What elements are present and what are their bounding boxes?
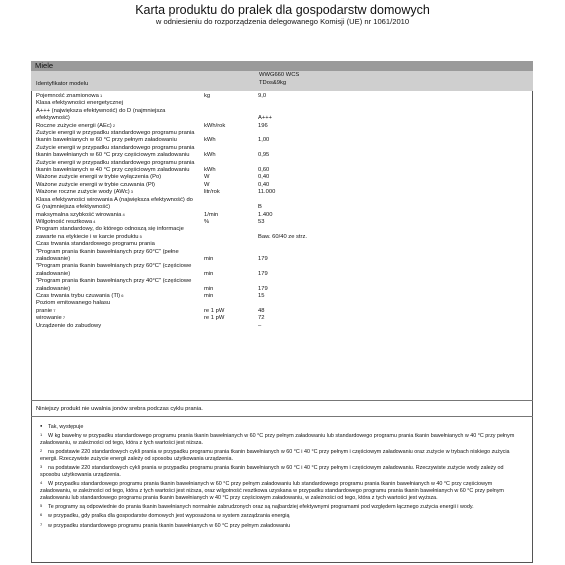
spec-value: 1,00: [258, 137, 270, 144]
spec-unit: %: [204, 218, 210, 225]
identifier-bar: [31, 71, 533, 91]
footnote-ref: 3: [129, 189, 133, 195]
spec-label: Ważone zużycie energii w trybie wyłączenia (Po): [36, 174, 162, 181]
spec-row: [36, 263, 316, 278]
footnotes: [40, 424, 522, 532]
footnote-ref: 4: [121, 211, 125, 217]
spec-row: [36, 300, 316, 307]
spec-label: Zużycie energii w przypadku standardowego programu prania tkanin bawełnianych w 60 °C przy częściowym załadowaniu: [36, 144, 195, 159]
spec-value: 196: [258, 122, 268, 129]
spec-value: 179: [258, 285, 268, 292]
spec-row: [36, 174, 316, 181]
spec-unit: min: [204, 292, 214, 299]
spec-unit: kWh: [204, 167, 216, 174]
spec-label: Urządzenie do zabudowy: [36, 322, 102, 329]
spec-value: 11.000: [258, 189, 276, 196]
spec-row: [36, 108, 316, 123]
footnote: [40, 465, 522, 478]
spec-unit: re 1 pW: [204, 315, 225, 322]
identifier-label: Identyfikator modelu: [36, 81, 89, 87]
spec-row: [36, 241, 316, 248]
spec-row: [36, 160, 316, 175]
spec-unit: kWh/rok: [204, 122, 226, 129]
spec-label: Zużycie energii w przypadku standardowego programu prania tkanin bawełnianych w 40 °C przy częściowym załadowaniu: [36, 159, 195, 174]
spec-value: 0,40: [258, 181, 270, 188]
divider: [31, 400, 533, 401]
footnote-ref: 2: [111, 122, 116, 128]
spec-value: A+++: [258, 115, 273, 122]
spec-label: pranie $^7$: [36, 307, 56, 314]
spec-value: 179: [258, 255, 268, 262]
footnote: [40, 504, 522, 511]
footnote-text: W przypadku standardowego programu prania tkanin bawełnianych w 60 °C przy pełnym załadowaniu lub standardowego programu prania tkanin bawełnianych w 40 °C przy częściowym załadowaniu, w zależności od tego, która z tych wartości jest niższa, oraz wilgotność resztkowa uzyskana w przypadku standardowego programu prania tkanin bawełnianych w 60 °C przy pełnym załadowaniu lub standardowego programu prania tkanin bawełnianych w 40 °C przy częściowym załadowaniu, w zależności od tego, która z tych wartości jest wyższa.: [40, 481, 504, 501]
spec-table: [36, 93, 316, 330]
spec-value: 0,60: [258, 167, 270, 174]
spec-unit: kWh: [204, 137, 216, 144]
spec-row: [36, 182, 316, 189]
spec-row: [36, 197, 316, 212]
spec-label: Ważone roczne zużycie wody (AWc) $^3$: [36, 189, 133, 196]
spec-row: [36, 100, 316, 107]
footnote-text: w przypadku standardowego programu prania tkanin bawełnianych w 60 °C przy pełnym załadowaniu: [48, 522, 291, 529]
spec-label: Klasa efektywności wirowania A (największa efektywność) do G (najmniejsza efektywność): [36, 196, 193, 211]
footnote-ref: 7: [52, 307, 56, 313]
model-line-1: WWG660 WCS: [259, 72, 300, 78]
footnote-ref: 1: [98, 93, 103, 98]
spec-label: Poziom emitowanego hałasu: [36, 300, 111, 307]
spec-value: 15: [258, 292, 265, 299]
footnote-text: W kg bawełny w przypadku standardowego programu prania tkanin bawełnianych w 60 °C przy pełnym załadowaniu lub standardowego programu prania tkanin bawełnianych w 40 °C przy pełnym załadowaniu, w zależności od tego, która z tych wartości jest niższa.: [40, 433, 515, 446]
spec-value: 0,40: [258, 174, 270, 181]
spec-unit: min: [204, 255, 214, 262]
spec-label: Klasa efektywności energetycznej: [36, 100, 123, 107]
spec-value: Baw. 60/40 ze strz.: [258, 233, 307, 240]
model-identifier: [259, 72, 299, 87]
footnote: [40, 523, 522, 530]
footnote-text: na podstawie 220 standardowych cykli prania w przypadku programu prania tkanin bawełnianych w 60 °C i 40 °C przy pełnym i częściowym załadowaniu oraz zużycie w trybach niskiego zużycia energii. Rzeczywiste zużycie energii zależy od sposobu użytkowania urządzenia.: [40, 449, 510, 462]
spec-unit: min: [204, 285, 214, 292]
page-title: Karta produktu do pralek dla gospodarstw domowych: [135, 3, 430, 17]
silver-ion-note: Niniejszy produkt nie uwalnia jonów srebra podczas cyklu prania.: [36, 406, 203, 412]
footnote-ref: 6: [120, 292, 124, 298]
spec-row: [36, 293, 316, 300]
spec-unit: kg: [204, 93, 211, 99]
spec-row: [36, 323, 316, 330]
footnote-mark: ●: [40, 423, 43, 428]
model-line-2: TDos&9kg: [259, 79, 287, 86]
spec-row: [36, 308, 316, 315]
footnote-text: Te programy są odpowiednie do prania tkanin bawełnianych normalnie zabrudzonych oraz są najbardziej efektywnymi programami pod względem łącznego zużycia energii i wody.: [48, 504, 474, 510]
spec-value: B: [258, 204, 262, 211]
spec-unit: min: [204, 270, 214, 277]
spec-unit: litr/rok: [204, 189, 220, 196]
spec-value: –: [258, 322, 262, 329]
spec-row: [36, 189, 316, 196]
spec-value: 53: [258, 218, 265, 225]
spec-value: 0,95: [258, 152, 270, 159]
spec-unit: 1/min: [204, 211, 219, 218]
spec-label: Zużycie energii w przypadku standardowego programu prania tkanin bawełnianych w 60 °C przy pełnym załadowaniu: [36, 130, 195, 144]
spec-value: 9,0: [258, 93, 267, 99]
spec-label: Wilgotność resztkowa $^4$: [36, 218, 96, 225]
spec-row: [36, 93, 316, 100]
spec-row: [36, 212, 316, 219]
brand-bar: Miele: [31, 61, 533, 71]
footnote-mark: 6: [40, 512, 43, 518]
spec-row: [36, 123, 316, 130]
spec-label: "Program prania tkanin bawełnianych przy 40°C" (częściowe załadowanie): [36, 278, 192, 292]
spec-row: [36, 315, 316, 322]
spec-value: 48: [258, 307, 265, 314]
spec-label: wirowanie $^7$: [36, 315, 66, 322]
spec-unit: kWh: [204, 152, 216, 159]
footnote: [40, 481, 522, 501]
spec-label: Pojemność znamionowa $^1$: [36, 93, 103, 99]
footnote-text: w przypadku, gdy pralka dla gospodarstw domowych jest wyposażona w system zarządzania energią: [48, 513, 290, 520]
footnote: [40, 424, 522, 431]
footnote-text: na podstawie 220 standardowych cykli prania w przypadku programu prania tkanin bawełnianych w 60 °C i 40 °C przy pełnym i częściowym załadowaniu. Rzeczywiste zużycie wody zależy od sposobu użytkowania urządzenia.: [40, 465, 504, 478]
spec-value: 1.400: [258, 211, 273, 218]
spec-label: Czas trwania trybu czuwania (Tl) $^6$: [36, 292, 124, 299]
spec-label: maksymalna szybkość wirowania $^4$: [36, 211, 125, 218]
spec-value: 179: [258, 270, 268, 277]
spec-unit: W: [204, 174, 210, 181]
spec-row: [36, 226, 316, 241]
spec-row: [36, 145, 316, 160]
footnote-mark: 4: [40, 480, 43, 486]
page-subtitle: w odniesieniu do rozporządzenia delegowanego Komisji (UE) nr 1061/2010: [155, 17, 410, 26]
spec-unit: W: [204, 181, 210, 188]
footnote-mark: 3: [40, 464, 43, 470]
footnote-mark: 5: [40, 503, 43, 508]
spec-label: A+++ (największa efektywność) do D (najmniejsza efektywność): [36, 107, 166, 122]
footnote-ref: 4: [92, 218, 96, 224]
spec-label: Program standardowy, do którego odnoszą się informacje zawarte na etykiecie i w karcie produktu $^5$: [36, 226, 184, 240]
spec-row: [36, 278, 316, 293]
footnote-ref: 7: [61, 315, 66, 321]
footnote-text: Tak, występuje: [48, 424, 84, 430]
spec-label: "Program prania tkanin bawełnianych przy 60°C" (pełne załadowanie): [36, 248, 179, 262]
spec-row: [36, 219, 316, 226]
footnote-mark: 7: [40, 521, 43, 527]
spec-value: 72: [258, 315, 265, 322]
footnote-mark: 2: [40, 448, 43, 454]
footnote-ref: 5: [138, 233, 142, 239]
spec-label: Roczne zużycie energii (AEc) $^2$: [36, 122, 116, 129]
spec-label: "Program prania tkanin bawełnianych przy 60°C" (częściowe załadowanie): [36, 263, 192, 277]
spec-unit: re 1 pW: [204, 307, 225, 314]
spec-label: Ważone zużycie energii w trybie czuwania (Pl): [36, 181, 155, 188]
spec-row: [36, 249, 316, 264]
footnote: [40, 513, 522, 520]
spec-row: [36, 130, 316, 145]
footnote: [40, 449, 522, 462]
footnote-mark: 1: [40, 432, 43, 438]
spec-label: Czas trwania standardowego programu prania: [36, 241, 155, 248]
divider: [31, 416, 533, 417]
footnote: [40, 433, 522, 446]
